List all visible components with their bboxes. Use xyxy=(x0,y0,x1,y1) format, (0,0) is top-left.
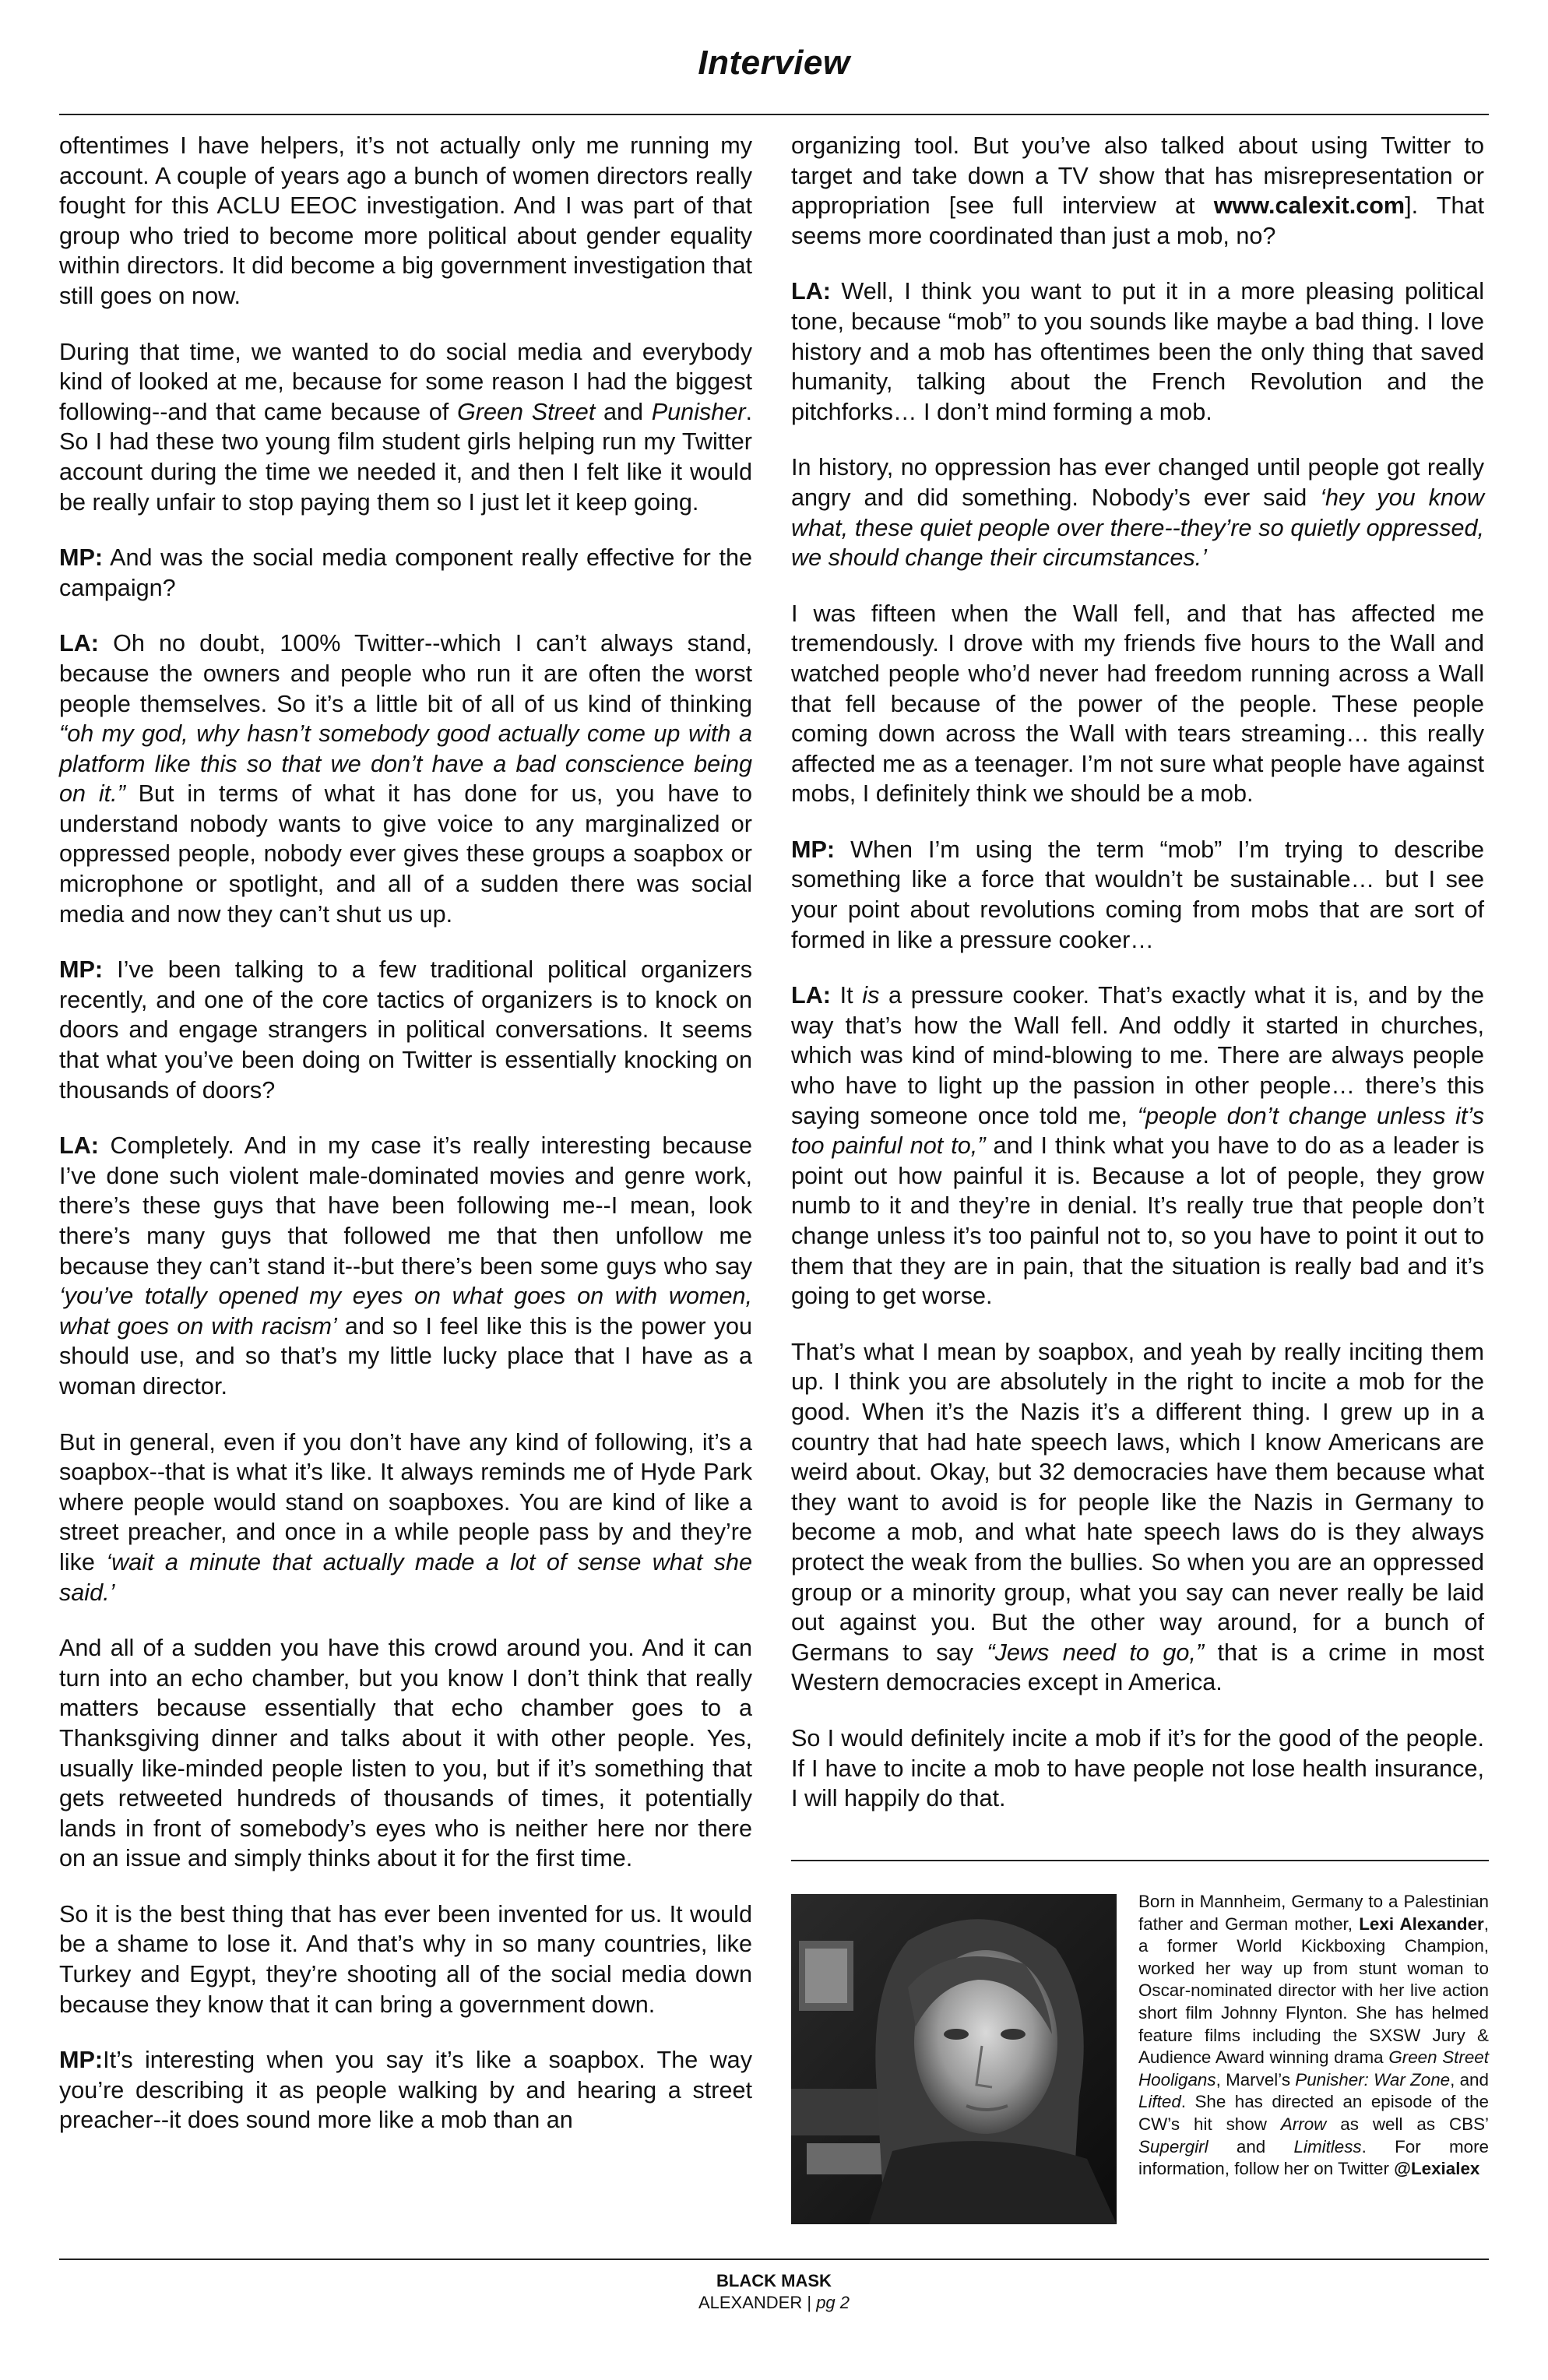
paragraph xyxy=(59,2045,752,2135)
text-run: During that time, we wanted to do social media and everybody kind of looked at me, because for some reason I had the biggest following--and that came because of xyxy=(59,338,752,425)
paragraph xyxy=(59,1633,752,1874)
text-run: oftentimes I have helpers, it’s not actually only me running my account. A couple of years ago a bunch of women directors really fought for this ACLU EEOC investigation. And I was part of that group who tried to become more political about gender equality within directors. It did become a big government investigation that still goes on now. xyxy=(59,132,752,309)
italic-text: Green Street Hooligans xyxy=(1138,2047,1489,2090)
paragraph xyxy=(791,276,1484,427)
text-run: And all of a sudden you have this crowd around you. And it can turn into an echo chamber, but you know I don’t think that really matters because essentially that echo chamber goes to a Thanksgiving dinner and talks about it with other people. Yes, usually like-minded people listen to you, but if it’s something that gets retweeted hundreds of thousands of times, it potentially lands in front of somebody’s eyes who is neither here nor there on an issue and simply thinks about it for the first time. xyxy=(59,1635,752,1872)
bold-text: LA: xyxy=(59,1132,99,1160)
footer-brand: BLACK MASK xyxy=(716,2271,832,2290)
italic-text: Limitless xyxy=(1293,2136,1362,2156)
paragraph xyxy=(791,981,1484,1311)
italic-text: Lifted xyxy=(1138,2092,1181,2112)
text-run: and so I feel like this is the power you should use, and so that’s my little lucky place that I have as a woman director. xyxy=(59,1312,752,1399)
header-rule xyxy=(59,114,1489,115)
paragraph xyxy=(59,131,752,312)
paragraph xyxy=(791,1723,1484,1814)
article-column-right xyxy=(791,131,1484,1840)
text-run: organizing tool. But you’ve also talked about using Twitter to target and take down a TV show that has misrepresentation or appropriation [see full interview at xyxy=(791,132,1484,220)
text-run: Born in Mannheim, Germany to a Palestinian father and German mother, xyxy=(1138,1892,1489,1934)
text-run: When I’m using the term “mob” I’m trying to describe something like a force that wouldn’t be sustainable… but I see your point about revolutions coming from mobs that are sort of formed in like a pressure cooker… xyxy=(791,836,1484,953)
paragraph xyxy=(59,1428,752,1608)
text-run: But in general, even if you don’t have any kind of following, it’s a soapbox--that is what it’s like. It always reminds me of Hyde Park where people would stand on soapboxes. You are kind of like a street preacher, and once in a while people pass by and they’re like xyxy=(59,1428,752,1576)
italic-text: “Jews need to go,” xyxy=(987,1639,1205,1666)
author-photo xyxy=(791,1894,1117,2224)
paragraph xyxy=(791,835,1484,955)
bold-text: Lexi Alexander xyxy=(1359,1914,1484,1934)
text-run: and I think what you have to do as a leader is point out how painful it is. Because a lot of people, they grow numb to it and they’re in denial. It’s really true that people don’t change unless it’s too painful not to, so you have to point it out to them that they are in pain, that the situation is really bad and it’s going to get worse. xyxy=(791,1132,1484,1310)
text-run: Oh no doubt, 100% Twitter--which I can’t always stand, because the owners and people who run it are often the worst people themselves. So it’s a little bit of all of us kind of thinking xyxy=(59,630,752,717)
paragraph xyxy=(59,955,752,1105)
italic-text: Supergirl xyxy=(1138,2136,1208,2156)
text-run: . So I had these two young film student girls helping run my Twitter account during the time we needed it, and then I felt like it would be really unfair to stop paying them so I just let it keep going. xyxy=(59,398,753,516)
italic-text: ‘you’ve totally opened my eyes on what goes on with women, what goes on with racism’ xyxy=(59,1283,752,1340)
text-run: So it is the best thing that has ever been invented for us. It would be a shame to lose it. And that’s why in so many countries, like Turkey and Egypt, they’re shooting all of the social media down because they know that it can bring a government down. xyxy=(59,1900,752,2018)
text-run: and xyxy=(1208,2136,1294,2156)
italic-text: Punisher: War Zone xyxy=(1295,2069,1451,2090)
text-run: But in terms of what it has done for us, you have to understand nobody wants to give voice to any marginalized or oppressed people, nobody ever gives these groups a soapbox or microphone or spotlight, and all of a sudden there was social media and now they can’t shut us up. xyxy=(59,780,753,928)
text-run: It’s interesting when you say it’s like a soapbox. The way you’re describing it as people walking by and hearing a street preacher--it does sound more like a mob than an xyxy=(59,2047,752,2134)
text-run: , and xyxy=(1450,2069,1489,2090)
bold-text: MP: xyxy=(791,836,836,863)
italic-text: ‘wait a minute that actually made a lot of sense what she said.’ xyxy=(59,1548,753,1606)
text-run: I’ve been talking to a few traditional political organizers recently, and one of the core tactics of organizers is to knock on doors and engage strangers in political conversations. It seems that what you’ve been doing on Twitter is essentially knocking on thousands of doors? xyxy=(59,956,752,1104)
paragraph xyxy=(59,543,752,603)
text-run: It xyxy=(830,982,863,1009)
footer-rule xyxy=(59,2259,1489,2260)
text-run: So I would definitely incite a mob if it’s for the good of the people. If I have to incite a mob to have people not lose health insurance, I will happily do that. xyxy=(791,1724,1484,1812)
italic-text: Green Street xyxy=(456,398,596,425)
paragraph xyxy=(791,1337,1484,1698)
bold-text: LA: xyxy=(59,630,99,657)
text-run: That’s what I mean by soapbox, and yeah by really inciting them up. I think you are absolutely in the right to incite a mob for the good. When it’s the Nazis it’s a different thing. I grew up in a country that had hate speech laws, which I know Americans are weird about. Okay, but 32 democracies have them because what they want to avoid is for people like the Nazis in Germany to become a mob, and what hate speech laws do is they always protect the weak from the bullies. So when you are an oppressed group or a minority group, what you say can never really be laid out against you. But the other way around, for a bunch of Germans to say xyxy=(791,1338,1484,1666)
text-run: and xyxy=(595,398,652,425)
bio-divider xyxy=(791,1860,1489,1861)
italic-text: is xyxy=(862,982,880,1009)
italic-text: ‘hey you know what, these quiet people over there--they’re so quietly oppressed, we should change their circumstances.’ xyxy=(791,484,1484,572)
bold-text: www.calexit.com xyxy=(1213,192,1406,220)
footer-page-number: pg 2 xyxy=(816,2293,850,2312)
text-run: ]. That seems more coordinated than just a mob, no? xyxy=(791,192,1484,249)
footer-page-info xyxy=(0,2293,1548,2313)
text-run: that is a crime in most Western democracies except in America. xyxy=(791,1639,1485,1696)
text-run: I was fifteen when the Wall fell, and that has affected me tremendously. I drove with my friends five hours to the Wall and watched people who’d never had freedom running across a Wall that fell because of the power of the people. These people coming down across the Wall with tears streaming… this really affected me as a teenager. I’m not sure what people have against mobs, I definitely think we should be a mob. xyxy=(791,600,1484,808)
bold-text: MP: xyxy=(59,544,104,572)
paragraph xyxy=(59,337,752,518)
text-run: as well as CBS’ xyxy=(1326,2114,1490,2134)
text-run: a pressure cooker. That’s exactly what it is, and by the way that’s how the Wall fell. And oddly it started in churches, which was kind of mind-blowing to me. There are always people who have to light up the passion in other people… there’s this saying someone once told me, xyxy=(791,982,1484,1129)
bold-text: LA: xyxy=(791,278,831,305)
text-run: In history, no oppression has ever changed until people got really angry and did something. Nobody’s ever said xyxy=(791,454,1484,511)
paragraph xyxy=(791,452,1484,572)
bold-text: MP: xyxy=(59,956,104,984)
italic-text: “oh my god, why hasn’t somebody good actually come up with a platform like this so that we don’t have a bad conscience being on it.” xyxy=(59,720,752,808)
bold-text: @Lexialex xyxy=(1394,2159,1480,2179)
paragraph xyxy=(59,1131,752,1401)
text-run: And was the social media component really effective for the campaign? xyxy=(59,544,752,601)
page-title: Interview xyxy=(698,44,850,82)
article-column-left xyxy=(59,131,752,2161)
bold-text: LA: xyxy=(791,982,831,1009)
italic-text: Arrow xyxy=(1280,2114,1327,2134)
paragraph xyxy=(791,131,1484,251)
text-run: . For more information, follow her on Twitter xyxy=(1138,2136,1489,2179)
paragraph xyxy=(59,628,752,929)
paragraph xyxy=(791,599,1484,809)
italic-text: Punisher xyxy=(651,398,746,425)
text-run: . She has directed an episode of the CW’s hit show xyxy=(1138,2092,1489,2134)
author-bio xyxy=(1138,1891,1489,2181)
text-run: Completely. And in my case it’s really interesting because I’ve done such violent male-dominated movies and genre work, there’s these guys that have been following me--I mean, look there’s many guys that followed me that then unfollow me because they can’t stand it--but there’s been some guys who say xyxy=(59,1132,752,1280)
text-run: , a former World Kickboxing Champion, worked her way up from stunt woman to Oscar-nominated director with her live action short film Johnny Flynton. She has helmed feature films including the SXSW Jury & Audience Award winning drama xyxy=(1138,1914,1489,2068)
italic-text: “people don’t change unless it’s too painful not to,” xyxy=(791,1102,1484,1160)
footer-page-label: ALEXANDER | xyxy=(698,2293,817,2312)
text-run: Well, I think you want to put it in a more pleasing political tone, because “mob” to you sounds like maybe a bad thing. I love history and a mob has oftentimes been the only thing that saved humanity, talking about the French Revolution and the pitchforks… I don’t mind forming a mob. xyxy=(791,278,1484,425)
text-run: , Marvel’s xyxy=(1216,2069,1296,2090)
bold-text: MP: xyxy=(59,2047,104,2074)
paragraph xyxy=(59,1899,752,2019)
